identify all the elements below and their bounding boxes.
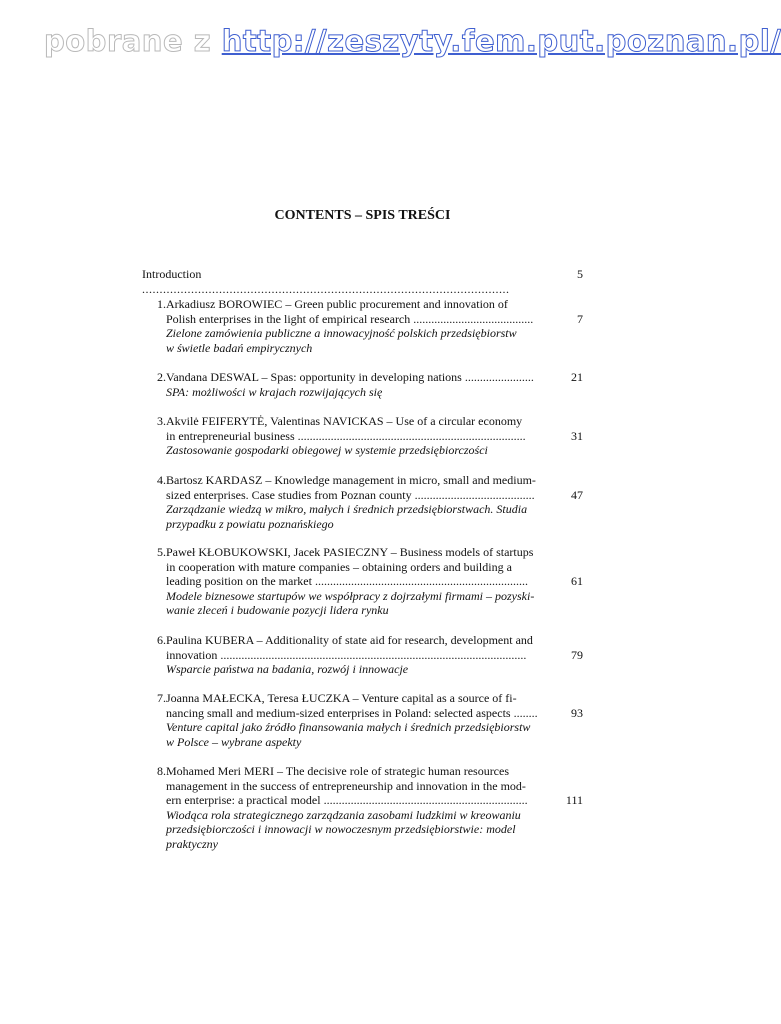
toc-entry-number: 8. bbox=[157, 764, 166, 778]
toc-entry-number: 2. bbox=[157, 370, 166, 384]
toc-entry-number: 4. bbox=[157, 473, 166, 487]
toc-entry-3[interactable] bbox=[142, 414, 583, 458]
toc-page-number: 5 bbox=[577, 267, 583, 281]
toc-entry-title-en: Vandana DESWAL – Spas: opportunity in developing nations ....................... bbox=[166, 370, 534, 384]
toc-entry-number: 1. bbox=[157, 297, 166, 311]
toc-entry-number: 7. bbox=[157, 691, 166, 705]
toc-entry-4[interactable] bbox=[142, 473, 583, 531]
toc-entry-2[interactable] bbox=[142, 370, 583, 399]
toc-entry-title-pl: Modele biznesowe startupów we współpracy z dojrzałymi firmami – pozyski- bbox=[166, 588, 535, 603]
toc-page-number: 61 bbox=[571, 574, 583, 589]
toc-entry-title-en: Mohamed Meri MERI – The decisive role of strategic human resources bbox=[166, 764, 510, 778]
toc-entry-number: 3. bbox=[157, 414, 166, 428]
toc-entry-number: 6. bbox=[157, 633, 166, 647]
toc-entry-title-pl: Zarządzanie wiedzą w mikro, małych i średnich przedsiębiorstwach. Studia bbox=[166, 502, 528, 517]
toc-entry-title-pl: w Polsce – wybrane aspekty bbox=[166, 734, 302, 749]
toc-entry-title-pl: przedsiębiorczości i innowacji w nowoczesnym przedsiębiorstwie: model bbox=[166, 822, 516, 837]
toc-entry-title-pl: w świetle badań empirycznych bbox=[166, 340, 313, 355]
toc-entry-title-en: Joanna MAŁECKA, Teresa ŁUCZKA – Venture capital as a source of fi- bbox=[166, 691, 517, 705]
toc-entry-title-pl: przypadku z powiatu poznańskiego bbox=[166, 516, 334, 531]
toc-page-number: 21 bbox=[571, 370, 583, 384]
watermark bbox=[44, 24, 781, 58]
toc-entry-title-pl: Wsparcie państwa na badania, rozwój i innowacje bbox=[166, 662, 409, 677]
toc-entry-title-en: nancing small and medium-sized enterprises in Poland: selected aspects ........ bbox=[166, 705, 538, 720]
page-title: CONTENTS – SPIS TREŚCI bbox=[274, 208, 451, 223]
toc-entry-title-en: ern enterprise: a practical model .................................................................... bbox=[166, 793, 528, 808]
toc-entry-title-en: Bartosz KARDASZ – Knowledge management in micro, small and medium- bbox=[166, 473, 536, 487]
watermark-prefix: pobrane z bbox=[44, 24, 222, 58]
toc-entry-title-pl: Venture capital jako źródło finansowania małych i średnich przedsiębiorstw bbox=[166, 720, 531, 735]
toc-entry-title-en: innovation ...................................................................................................... bbox=[166, 647, 527, 662]
toc-entry-number: 5. bbox=[157, 545, 166, 559]
toc-entry-introduction[interactable] bbox=[142, 267, 583, 296]
toc-entry-title-en: management in the success of entrepreneurship and innovation in the mod- bbox=[166, 778, 526, 793]
toc-entry-title-pl: Zielone zamówienia publiczne a innowacyjność polskich przedsiębiorstw bbox=[166, 326, 517, 341]
toc-entry-title-en: in cooperation with mature companies – obtaining orders and building a bbox=[166, 559, 512, 574]
toc-entry-title-en: Polish enterprises in the light of empirical research ........................................ bbox=[166, 311, 534, 326]
toc-entry-title-en: in entrepreneurial business ............................................................................ bbox=[166, 428, 526, 443]
toc-entry-5[interactable] bbox=[142, 545, 583, 618]
toc-page-number: 47 bbox=[571, 487, 583, 502]
toc-page-number: 79 bbox=[571, 647, 583, 662]
toc-entry-title-pl: Wiodąca rola strategicznego zarządzania zasobami ludzkimi w kreowaniu bbox=[166, 807, 521, 822]
toc-entry-title-en: sized enterprises. Case studies from Poznan county ........................................ bbox=[166, 487, 535, 502]
toc-page-number: 93 bbox=[571, 705, 583, 720]
toc-entry-7[interactable] bbox=[142, 691, 583, 749]
toc-entry-1[interactable] bbox=[142, 297, 583, 355]
watermark-url-link[interactable]: http://zeszyty.fem.put.poznan.pl/ bbox=[221, 24, 781, 58]
toc-page-number: 31 bbox=[571, 428, 583, 443]
toc-page-number: 111 bbox=[565, 793, 583, 808]
toc-entry-title-en: Akvilė FEIFERYTĖ, Valentinas NAVICKAS – Use of a circular economy bbox=[166, 414, 523, 428]
toc-entry-8[interactable] bbox=[142, 764, 583, 852]
toc-entry-title-pl: wanie zleceń i budowanie pozycji lidera rynku bbox=[166, 603, 389, 618]
toc-entry-title-en: Arkadiusz BOROWIEC – Green public procurement and innovation of bbox=[166, 297, 508, 311]
toc-entry-title-en: Paweł KŁOBUKOWSKI, Jacek PASIECZNY – Business models of startups bbox=[166, 545, 534, 559]
toc-entry-label: Introduction ......................................................................................................... bbox=[142, 267, 510, 296]
toc-entry-title-pl: SPA: możliwości w krajach rozwijających się bbox=[166, 384, 383, 399]
toc-entry-title-en: Paulina KUBERA – Additionality of state aid for research, development and bbox=[166, 633, 533, 647]
toc-entry-title-en: leading position on the market ....................................................................... bbox=[166, 574, 528, 589]
toc-entry-title-pl: praktyczny bbox=[166, 836, 218, 851]
toc-page-number: 7 bbox=[577, 311, 583, 326]
toc-entry-title-pl: Zastosowanie gospodarki obiegowej w systemie przedsiębiorczości bbox=[166, 443, 488, 458]
toc-entry-6[interactable] bbox=[142, 633, 583, 677]
